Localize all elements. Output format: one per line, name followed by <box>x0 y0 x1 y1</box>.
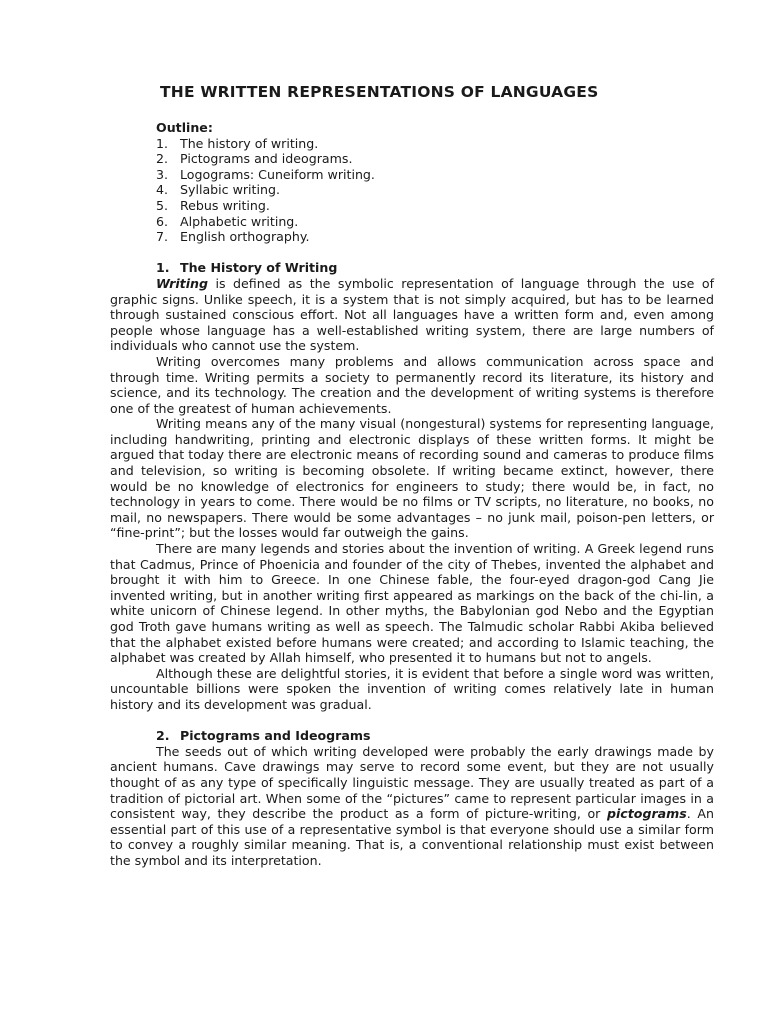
outline-item-number: 1. <box>156 135 169 151</box>
outline-item-text: Rebus writing. <box>180 197 270 213</box>
outline-item-text: Syllabic writing. <box>180 182 280 198</box>
paragraph: Writing means any of the many visual (nongestural) systems for representing language, including handwriting, printing and electronic displays of these written forms. It might be argued that today there are electronic means of recording sound and cameras to produce films and television, so writing is becoming obsolete. If writing became extinct, however, there would be no knowledge of electronics for engineers to study; there would be, in fact, no technology in years to come. There would be no films or TV scripts, no literature, no books, no mail, no newspapers. There would be some advantages – no junk mail, poison-pen letters, or “fine-print”; but the losses would far outweigh the gains. <box>110 416 714 541</box>
outline-item-number: 7. <box>156 229 169 245</box>
key-term: Writing <box>156 275 208 291</box>
paragraph-text: . An essential part of this use of a representative symbol is that everyone should use a similar form to convey a roughly similar meaning. That is, a conventional relationship must exist between the symbol and its interpretation. <box>110 806 715 868</box>
outline-item <box>156 151 714 167</box>
outline-item-number: 5. <box>156 197 169 213</box>
outline-item <box>156 167 714 183</box>
outline-item-text: English orthography. <box>180 229 310 245</box>
section-title: The History of Writing <box>180 260 338 276</box>
section-heading <box>156 260 714 276</box>
page-title: THE WRITTEN REPRESENTATIONS OF LANGUAGES <box>160 83 599 101</box>
outline-heading: Outline: <box>156 120 213 135</box>
paragraph <box>110 276 714 354</box>
outline-item <box>156 136 714 152</box>
paragraph: Although these are delightful stories, it is evident that before a single word was written, uncountable billions were spoken the invention of writing comes relatively late in human history and its development was gradual. <box>110 665 714 712</box>
paragraph: There are many legends and stories about the invention of writing. A Greek legend runs that Cadmus, Prince of Phoenicia and founder of the city of Thebes, invented the alphabet and brought it with him to Greece. In one Chinese fable, the four-eyed dragon-god Cang Jie invented writing, but in another writing first appeared as markings on the back of the chi-lin, a white unicorn of Chinese legend. In other myths, the Babylonian god Nebo and the Egyptian god Troth gave humans writing as well as speech. The Talmudic scholar Rabbi Akiba believed that the alphabet existed before humans were created; and according to Islamic teaching, the alphabet was created by Allah himself, who presented it to humans but not to angels. <box>110 541 714 666</box>
outline-item-number: 3. <box>156 166 169 182</box>
outline-item <box>156 198 714 214</box>
outline-item-number: 6. <box>156 213 169 229</box>
key-term: pictograms <box>606 806 687 822</box>
outline-item-text: Logograms: Cuneiform writing. <box>180 166 375 182</box>
section-number: 2. <box>156 728 170 744</box>
outline-item-text: Alphabetic writing. <box>180 213 299 229</box>
paragraph-text: is defined as the symbolic representation of language through the use of graphic signs. Unlike speech, it is a system that is not simply acquired, but has to be learned through sustained conscious effort. Not all languages have a written form and, even among people whose language has a well-established writing system, there are large numbers of individuals who cannot use the system. <box>110 275 714 354</box>
outline-list <box>156 136 714 245</box>
paragraph: Writing overcomes many problems and allows communication across space and through time. Writing permits a society to permanently record its literature, its history and science, and its technology. The creation and the development of writing systems is therefore one of the greatest of human achievements. <box>110 353 714 416</box>
outline-item-text: Pictograms and ideograms. <box>180 151 353 167</box>
outline-item-text: The history of writing. <box>180 135 319 151</box>
outline-item <box>156 214 714 230</box>
paragraph-text: The seeds out of which writing developed were probably the early drawings made by ancient humans. Cave drawings may serve to record some event, but they are not usually thought of as any type of specifically linguistic message. They are usually treated as part of a tradition of pictorial art. When some of the “pictures” came to represent particular images in a consistent way, they describe the product as a form of picture-writing, or <box>110 743 714 822</box>
paragraph <box>110 744 714 869</box>
section-history-of-writing <box>110 260 714 712</box>
section-title: Pictograms and Ideograms <box>180 728 371 744</box>
outline-item-number: 2. <box>156 151 169 167</box>
section-heading <box>156 728 714 744</box>
section-pictograms-and-ideograms <box>110 728 714 868</box>
section-number: 1. <box>156 260 170 276</box>
outline-item <box>156 182 714 198</box>
outline-item-number: 4. <box>156 182 169 198</box>
outline <box>156 120 714 245</box>
outline-item <box>156 229 714 245</box>
